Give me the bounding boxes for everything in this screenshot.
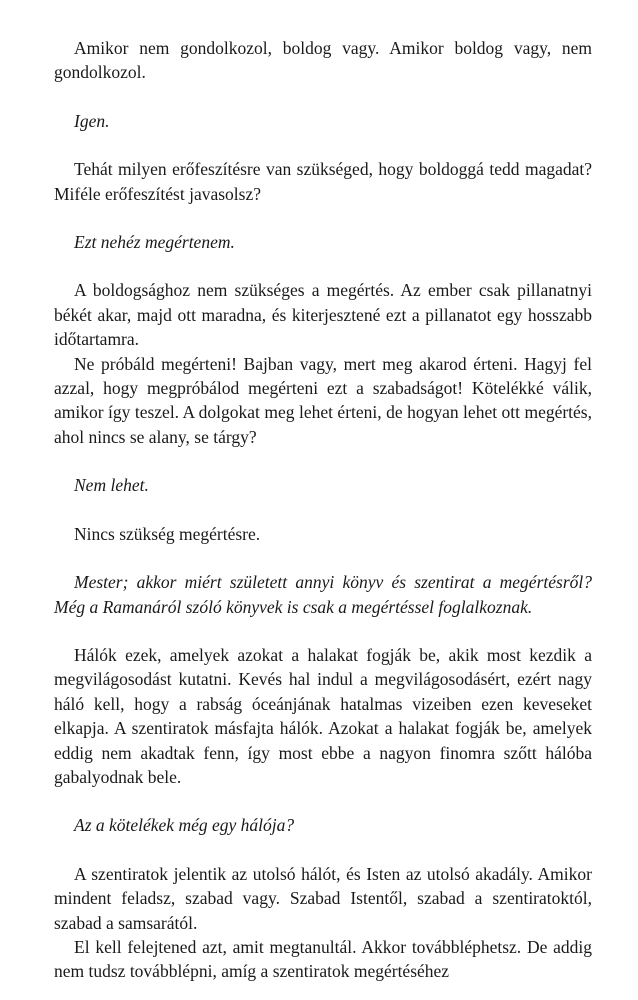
- paragraph: El kell felejtened azt, amit megtanultál. Akkor továbbléphetsz. De addig nem tudsz továbblépni, amíg a szentiratok megértéséhez: [54, 936, 592, 982]
- paragraph: Amikor nem gondolkozol, boldog vagy. Amikor boldog vagy, nem gondolkozol.: [54, 38, 592, 83]
- paragraph: Hálók ezek, amelyek azokat a halakat fogják be, akik most kezdik a megvilágosodást kutatni. Kevés hal indul a megvilágosodásért, ezért nagy háló kell, hogy a rabság óceánjának hatalmas vizeiben ezen keveseket elkapja. A szentiratok másfajta hálók. Azokat a halakat fogják be, amelyek eddig nem akadtak fenn, így most ebbe a nagyon finomra szőtt hálóba gabalyodnak bele.: [54, 644, 592, 787]
- question-paragraph: Nem lehet.: [74, 475, 149, 496]
- paragraph: A szentiratok jelentik az utolsó hálót, és Isten az utolsó akadály. Amikor mindent feladsz, szabad vagy. Szabad Istentől, szabad a szentiratoktól, szabad a samsarától.: [54, 863, 592, 933]
- question-paragraph: Mester; akkor miért született annyi könyv és szentirat a megértésről? Még a Ramanáról szóló könyvek is csak a megértéssel foglalkoznak.: [54, 572, 592, 617]
- paragraph: Nincs szükség megértésre.: [74, 523, 261, 544]
- paragraph: A boldogsághoz nem szükséges a megértés. Az ember csak pillanatnyi békét akar, majd ott maradna, és kiterjesztené ezt a pillanatot egy hosszabb időtartamra.: [54, 280, 592, 350]
- page-body: [54, 36, 592, 984]
- question-paragraph: Igen.: [74, 110, 110, 131]
- paragraph: Tehát milyen erőfeszítésre van szükséged, hogy boldoggá tedd magadat? Miféle erőfeszítést javasolsz?: [54, 159, 592, 204]
- paragraph: Ne próbáld megérteni! Bajban vagy, mert meg akarod érteni. Hagyj fel azzal, hogy megpróbálod megérteni ezt a szabadságot! Kötelékké válik, amikor így teszel. A dolgokat meg lehet érteni, de hogyan lehet ott megértés, ahol nincs se alany, se tárgy?: [54, 353, 592, 447]
- question-paragraph: Ezt nehéz megértenem.: [74, 232, 235, 253]
- question-paragraph: Az a kötelékek még egy hálója?: [74, 815, 295, 836]
